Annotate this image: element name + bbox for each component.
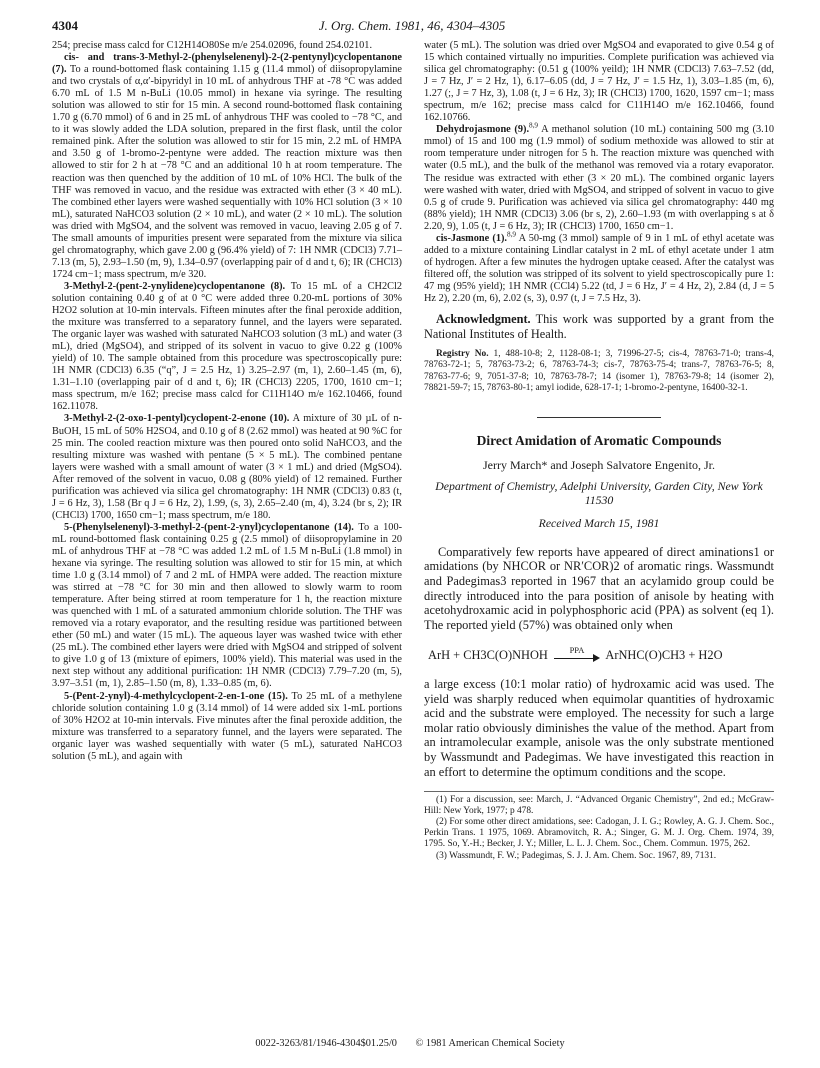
procedure-paragraph [424,121,774,232]
procedure-text: To a round-bottomed flask containing 1.15 g (11.4 mmol) of diisopropylamine and two crystals of α,α′-bipyridyl in 10 mL of anhydrous THF at -78 °C was added 6.70 mL of 1.5 M n-BuLi (10.05 mmol) in hexane via syringe. The resulting solution was allowed to stir for 15 min. A second round-bottomed flask containing 1.70 g (6.70 mmol) of 6 and in 25 mL of anhydrous THF was cooled to −78 °C, and to it was slowly added the LDA solution, prepared in the first flask, until the color remained pink. After the solution was allowed to stir for 15 min, 2.2 mL of HMPA and 3.50 g of 1-bromo-2-pentyne were added. The reaction mixture was then allowed to stir for 2 h at −78 °C and an additional 10 h at room temperature. The reaction was then quenched by the addition of 10 mL of 10% HCl. The bulk of the THF was removed in vacuo, and the residue was extracted with ether (3 × 40 mL). The combined ether layers were washed sequentially with 10% HCl solution (3 × 10 mL), saturated NaHCO3 solution (2 × 10 mL), and water (2 × 10 mL). The solution was dried with MgSO4, and the solvent was removed in vacuo, leaving 2.05 g of 7. The small amounts of impurities present were separated from the mixture via silica gel chromatography, which gave 2.00 g (96.4% yield) of 7: 1H NMR (CDCl3) 7.71–7.13 (m, 5), 2.93–1.50 (m, 9), 1.34–0.97 (overlapping pair of d and t, 6); IR (CHCl3) 1724 cm−1; mass spectrum, m/e 320. [52,64,402,280]
procedure-paragraph [424,230,774,305]
page-number: 4304 [52,18,78,33]
compound-heading: 5-(Pent-2-ynyl)-4-methylcyclopent-2-en-1-one (15). [64,690,288,702]
lead-in-text: 254; precise mass calcd for C12H14O80Se m/e 254.02096, found 254.02101. [52,40,373,51]
reaction-arrow-icon [554,644,600,662]
procedure-paragraph [52,413,402,521]
procedure-text: A mixture of 30 µL of n-BuOH, 15 mL of 50% H2SO4, and 0.10 g of 8 (2.62 mmol) was heated at 90 %C for 25 min. The cooled reaction mixture was then poured onto solid NaHCO3, and the resulting mixture was washed with pentane (5 × 5 mL). The combined pentane layers were washed with a small amount of water (3 × 1 mL) and dried (MgSO4). After removed of the solvent in vacuo, 0.08 g (80% yield) of 12 remained. Further purification was achieved via silica gel chromatography: 1H NMR (CDCl3) 0.83 (t, J = 6 Hz, 3), 1.58 (Br q J = 6 Hz, 2), 1.99, (s, 3), 2.65–2.40 (m, 4), 3.24 (br s, 2); IR (CHCl3) 1700, 1650 cm−1; mass spectrum, m/e 180. [52,413,402,521]
running-header [52,18,772,34]
procedure-text: To a 100-mL round-bottomed flask containing 0.25 g (2.5 mmol) of diisopropylamine in 20 mL of anhydrous THF at −78 °C was added 1.2 mL of 1.5 M n-BuLi (1.8 mmol) in hexane via syringe. The resulting solution was allowed to stir for 15 min, at which time 1.0 g (3.14 mmol) of 7 and 2 mL of HMPA were added. The reaction mixture was stirred at −78 °C for 30 min and then allowed to slowly warm to room temperature. After being stirred at room temperature for 1 h, the reaction mixture was quenched with 1 mL of a saturated ammonium chloride solution. The THF was removed via a rotary evaporator, and the resulting residue was partitioned between ether (50 mL) and water (15 mL). The aqueous layer was washed twice with ether (25 mL). The combined ether layers were dried with MgSO4 and stripped of solvent to give 1.0 g of 13 (mixture of epimers, 100% yield). This material was used in the next step without any additional purification: 1H NMR (CDCl3) 7.79–7.20 (m, 5), 3.97–3.51 (m, 1), 2.85–1.50 (m, 8), 1.33–0.85 (m, 6). [52,521,403,690]
footnote: (2) For some other direct amidations, see: Cadogan, J. I. G.; Rowley, A. G. J. Chem. Soc., Perkin Trans. 1 1975, 1069. Abramovitch, R. A.; Singer, G. M. J. Org. Chem. 1974, 39, 1795. So, Y.-H.; Becker, J. Y.; Miller, L. L. J. Chem. Soc., Chem. Commun. 1975, 262. [424,817,774,850]
footnote-divider [424,791,774,792]
equation-reactants: ArH + CH3C(O)NHOH [428,648,548,663]
procedure-text: A 50-mg (3 mmol) sample of 9 in 1 mL of ethyl acetate was added to a mixture containing Lindlar catalyst in 2 mL of ethyl acetate under 1 atm of hydrogen. After a few minutes the hydrogen uptake ceased. After the catalyst was filtered off, the solution was stripped of its solvent to yield spectroscopically pure 1: 47 mg (95% yield); 1H NMR (CCl4) 5.22 (td, J = 6 Hz, J′ = 4 Hz, 2), 2.84 (d, J = 5 Hz 2), 2.20 (m, 6), 2.02 (s, 3), 0.97 (t, J = 7.5 Hz, 3). [424,232,774,304]
acknowledgment-heading: Acknowledgment. [436,312,531,327]
footnote: (1) For a discussion, see: March, J. “Advanced Organic Chemistry”, 2nd ed.; McGraw-Hill: New York, 1977; p 478. [424,795,774,817]
procedure-paragraph [52,522,402,691]
registry-text: 1, 488-10-8; 2, 1128-08-1; 3, 71996-27-5; cis-4, 78763-71-0; trans-4, 78763-72-1; 5, 78763-73-2; 6, 78763-74-3; cis-7, 78763-75-4; trans-7, 78763-76-5; 8, 78763-77-6; 9, 7051-37-8; 10, 78763-78-7; 14 (isomer 1), 78763-79-8; 14 (isomer 2), 78821-59-7; 15, 78763-80-1; amyl iodide, 628-17-1; 1-bromo-2-pentyne, 16400-32-1. [424,349,774,394]
procedure-paragraph [52,281,402,414]
lead-in-text: water (5 mL). The solution was dried over MgSO4 and evaporated to give 0.54 g of 15 which contained virtually no impurities. Complete purification was achieved via silica gel chromatography: (0.51 g (100% yeild); 1H NMR (CDCl3) 7.63–7.52 (dd, J = 7 Hz, J′ = 2 Hz, 1), 6.17–6.05 (dd, J = 7 Hz, J′ = 1.5 Hz, 1), 3.03–1.85 (m, 6), 1.27 (;, J = 7 Hz, 3), 1.08 (t, J = 6 Hz, 3); IR (CHCl3) 1700, 1620, 1597 cm−1; mass spectrum, m/e 162; precise mass calcd for C11H14O m/e 162.10466, found 162.10766. [424,40,774,124]
copyright-notice: © 1981 American Chemical Society [415,1038,565,1049]
procedure-text: A methanol solution (10 mL) containing 500 mg (3.10 mmol) of 15 and 100 mg (1.9 mmol) of sodium methoxide was allowed to stir at room temperature under nitrogen for 5 h. The reaction mixture was quenched with water (0.5 mL), and the bulk of the methanol was removed via a rotary evaporator. The residue was extracted with ether (3 × 20 mL). The combined organic layers were washed with water, dried with MgSO4, and stripped of solvent in vacuo to give 0.5 g of crude 9. Purification was achieved via silica gel chromatography: 440 mg (88% yield); 1H NMR (CDCl3) 3.06 (br s, 2), 2.60–1.93 (m with overlapping s at δ 2.20, 9), 1.05 (t, J = 6 Hz, 3); IR (CHCl3) 1700, 1650 cm−1. [424,124,774,232]
footnote: (3) Wassmundt, F. W.; Padegimas, S. J. J. Am. Chem. Soc. 1967, 89, 7131. [436,850,717,861]
procedure-paragraph [52,691,402,763]
compound-heading: 3-Methyl-2-(2-oxo-1-pentyl)cyclopent-2-enone (10). [64,413,290,425]
right-column [424,40,774,862]
reference-superscript: 8,9 [529,121,539,130]
footnotes [424,795,774,862]
left-column [52,40,402,763]
reaction-equation [424,644,774,663]
page-footer [0,1038,820,1049]
reference-superscript: 8,9 [507,230,517,239]
article-title: Direct Amidation of Aromatic Compounds [476,432,722,448]
compound-heading: 3-Methyl-2-(pent-2-ynylidene)cyclopentanone (8). [64,280,286,292]
procedure-text: To 15 mL of a CH2Cl2 solution containing 0.40 g of at 0 °C were added three 0.20-mL portions of 30% H2O2 solution at 10-min intervals. Fifteen minutes after the final peroxide addition, the mxiture was transferred to a separatory funnel, and the layers were separated. The organic layer was washed with saturated NaHCO3 solution (3 mL) and water (3 mL), dried (MgSO4), and stripped of its solvent in vacuo to give 0.22 g (100% yield) of 10. The sample obtained from this procedure was spectroscopically pure: 1H NMR (CDCl3) 6.35 (“q”, J = 2.5 Hz, 1) 3.25–2.97 (m, 1), 2.60–1.45 (m, 6), 1.31–1.10 (overlapping pair of d and t, 6); IR (CHCl3) 2205, 1700, 1610 cm−1; mass spectrum, m/e 162; precise mass calcd for C11H14O m/e 162.10466, found 162.11078. [52,280,403,413]
registry-numbers [424,349,774,395]
procedure-paragraph [52,52,402,281]
author-affiliation: Department of Chemistry, Adelphi University, Garden City, New York 11530 [435,478,763,507]
acknowledgment-text: This work was supported by a grant from the National Institutes of Health. [424,312,775,341]
compound-heading: cis-Jasmone (1). [436,232,507,244]
procedure-text: To 25 mL of a methylene chloride solution containing 1.0 g (3.14 mmol) of 14 were added six 1-mL portions of 30% H2O2 at 10-min intervals. Five minutes after the final peroxide addition, the mixture was transferred to a separatory funnel, and the layers were separated. The organic layer was washed sequentially with water (5 mL), saturated NaHCO3 solution (5 mL), and again with [52,690,402,762]
article-authors: Jerry March* and Joseph Salvatore Engenito, Jr. [483,457,715,472]
journal-running-head: J. Org. Chem. 1981, 46, 4304–4305 [318,18,506,33]
received-date: Received March 15, 1981 [538,515,660,530]
equation-products: ArNHC(O)CH3 + H2O [605,648,723,663]
compound-heading: 5-(Phenylselenenyl)-3-methyl-2-(pent-2-ynyl)cyclopentanone (14). [64,521,354,533]
registry-heading: Registry No. [436,349,489,360]
body-paragraph: Comparatively few reports have appeared of direct aminations1 or amidations (by NHCOR or NR′COR)2 of aromatic rings. Wassmundt and Padegimas3 reported in 1967 that an acylamido group could be directly introduced into the para position of anisole by heating with acetohydroxamic acid in polyphosphoric acid (PPA) as solvent (eq 1). The reported yield (57%) was obtained only when [424,544,774,632]
body-paragraph: a large excess (10:1 molar ratio) of hydroxamic acid was used. The yield was sharply reduced when equimolar quantities of hydroxamic acid and the substrate were employed. The necessity for such a large molar ratio obviously diminishes the value of the method. Apart from an intramolecular example, anisole was the only substrate mentioned by Wassmundt and Padegimas. We have investigated this reaction in an effort to determine the optimum conditions and the scope. [424,676,774,779]
compound-heading: Dehydrojasmone (9). [436,124,530,136]
article-body [424,545,774,779]
article-code: 0022-3263/81/1946-4304$01.25/0 [255,1038,397,1049]
compound-heading: cis- and trans-3-Methyl-2-(phenylselenenyl)-2-(2-pentynyl)cyclopentanone (7). [52,52,402,76]
arrow-label: PPA [569,644,585,655]
acknowledgment [424,312,774,341]
section-divider [537,417,661,418]
